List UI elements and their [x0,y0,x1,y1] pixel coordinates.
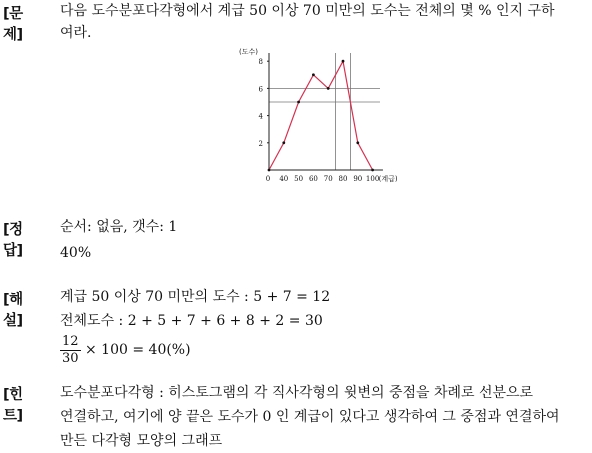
explanation-text [60,286,330,368]
x-axis-label: (계급) [378,175,398,183]
hint-line-2: 연결하고, 여기에 양 끝은 도수가 0 인 계급이 있다고 생각하여 그 중점과 연결하여 [60,409,560,425]
data-point [282,141,285,144]
fraction [60,334,81,367]
y-axis-label: (도수) [239,48,258,56]
answer-tag: [정답] [3,222,23,259]
data-point [297,101,300,104]
x-tick-label: 60 [308,175,318,183]
data-point [327,87,330,90]
hint-text [60,381,560,453]
answer-line-1: 순서: 없음, 갯수: 1 [60,219,178,235]
fraction-denominator: 30 [62,350,79,366]
hint-line-1: 도수분포다각형 : 히스토그램의 각 직사각형의 윗변의 중점을 차례로 선분으로 [60,385,534,401]
data-point [356,141,359,144]
explanation-line-3 [60,332,330,368]
explanation-tag: [해설] [3,292,23,329]
x-tick-label: 40 [279,175,289,183]
explanation-line-2: 전체도수 : 2 + 5 + 7 + 6 + 8 + 2 = 30 [60,313,323,329]
x-tick-label: 0 [265,175,271,183]
y-tick-label: 6 [258,85,263,94]
answer-line-2: 40% [60,245,92,261]
series-line [269,61,373,170]
y-tick-label: 8 [258,58,263,67]
x-tick-label: 80 [338,175,348,183]
answer-text [60,216,177,264]
data-point [268,169,271,172]
data-point [312,73,315,76]
problem-line-1: 다음 도수분포다각형에서 계급 50 이상 70 미만의 도수는 전체의 몇 % 인지 구하 [60,3,555,19]
y-tick-label: 2 [258,139,263,148]
explanation-line-1: 계급 50 이상 70 미만의 도수 : 5 + 7 = 12 [60,289,331,305]
data-point [342,60,345,63]
problem-text [60,0,555,44]
x-tick-label: 70 [323,175,333,183]
y-tick-label: 4 [258,112,263,121]
hint-tag: [힌트] [3,387,23,424]
problem-tag: [문제] [3,6,23,43]
explanation-line-3-rest: × 100 = 40(%) [85,342,191,358]
fraction-numerator: 12 [62,333,79,349]
data-point [371,169,374,172]
hint-line-3: 만든 다각형 모양의 그래프 [60,433,223,449]
frequency-polygon-chart [238,44,418,188]
problem-line-2: 여라. [60,25,92,41]
x-tick-label: 50 [294,175,304,183]
x-tick-label: 90 [353,175,363,183]
x-tick-label: 100 [365,175,380,183]
